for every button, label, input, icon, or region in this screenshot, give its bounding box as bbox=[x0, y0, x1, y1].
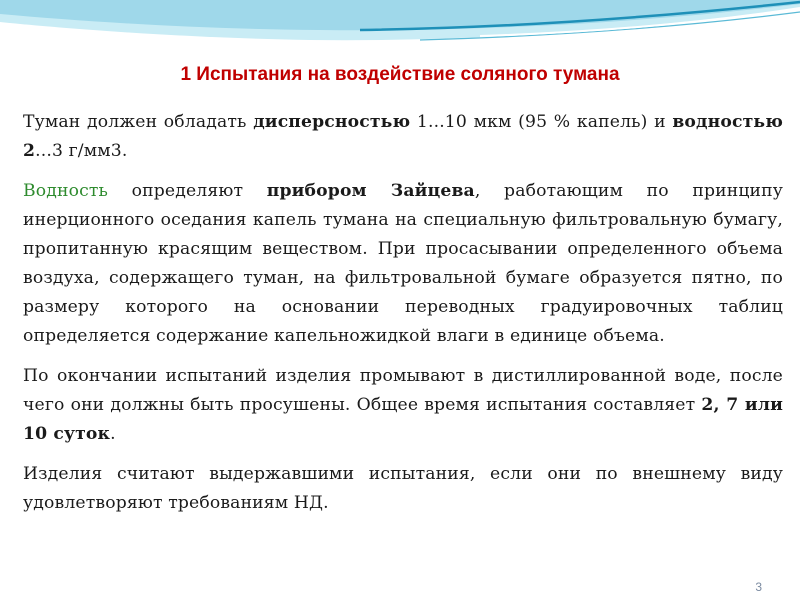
term-zaitsev-device: прибором Зайцева bbox=[266, 181, 475, 201]
paragraph-zaitsev-device: Водность определяют прибором Зайцева, работающим по принципу инерционного оседания капель тумана на специальную фильтровальную бумагу, пропитанную красящим веществом. При просасывании определенного объема воздуха, содержащего туман, на фильтровальной бумаге образуется пятно, по размеру которого на основании переводных градуировочных таблиц определяется содержание капельножидкой влаги в единице объема. bbox=[23, 181, 783, 346]
page-number: 3 bbox=[755, 580, 762, 594]
paragraph-test-completion: По окончании испытаний изделия промывают в дистиллированной воде, после чего они должны быть просушены. Общее время испытания составляет 2, 7 или 10 суток. bbox=[23, 366, 783, 444]
slide-title: 1 Испытания на воздействие соляного тумана bbox=[180, 64, 620, 85]
paragraph-fog-properties: Туман должен обладать дисперсностью 1...10 мкм (95 % капель) и водностью 2...3 г/мм3. bbox=[23, 112, 783, 161]
term-water-content-highlight: Водность bbox=[23, 181, 109, 201]
term-dispersity: дисперсностью bbox=[253, 112, 411, 132]
slide-body bbox=[23, 108, 783, 529]
paragraph-acceptance: Изделия считают выдержавшими испытания, если они по внешнему виду удовлетворяют требованиям НД. bbox=[23, 464, 783, 513]
term-test-duration: 2, 7 или 10 суток bbox=[23, 395, 783, 444]
term-water-content: водностью bbox=[672, 112, 783, 132]
wave-decoration bbox=[0, 0, 800, 70]
